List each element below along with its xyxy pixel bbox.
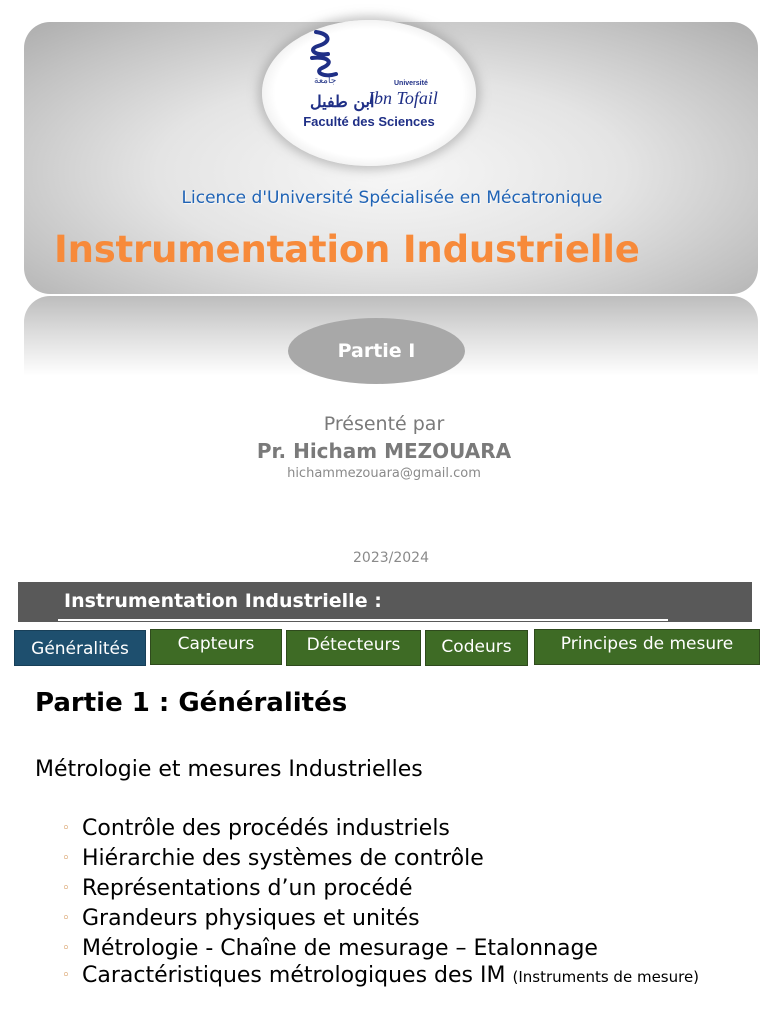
logo-universite-text: Université — [394, 80, 428, 87]
tab-generalites[interactable] — [14, 630, 146, 666]
list-item-text: Représentations d’un procédé — [82, 876, 413, 901]
list-item-text: Hiérarchie des systèmes de contrôle — [82, 846, 484, 871]
partie-badge-label: Partie I — [337, 340, 416, 362]
list-item — [62, 904, 752, 934]
course-title: Instrumentation Industrielle — [54, 228, 640, 271]
partie-badge — [288, 318, 465, 384]
bullet-marker-icon: ◦ — [62, 851, 70, 866]
list-item-note: (Instruments de mesure) — [512, 968, 700, 986]
presenter-name: Pr. Hicham MEZOUARA — [256, 439, 512, 463]
university-logo — [262, 20, 476, 166]
logo-ibn-tofail-text: Ibn Tofail — [368, 88, 438, 108]
logo-arabic-name: ابن طفيل — [310, 92, 375, 111]
topic-list — [62, 814, 752, 989]
tab-codeurs[interactable] — [425, 630, 528, 666]
list-item — [62, 814, 752, 844]
logo-faculte-text: Faculté des Sciences — [303, 114, 435, 129]
list-item — [62, 874, 752, 904]
tab-label: Principes de mesure — [560, 634, 734, 654]
bullet-marker-icon: ◦ — [62, 911, 70, 926]
bullet-marker-icon: ◦ — [62, 881, 70, 896]
slide-header-title: Instrumentation Industrielle : — [64, 590, 382, 612]
bullet-marker-icon: ◦ — [62, 968, 70, 983]
list-item-text: Caractéristiques métrologiques des IM — [82, 963, 506, 988]
section-subtitle: Métrologie et mesures Industrielles — [35, 757, 423, 782]
list-item — [62, 844, 752, 874]
list-item-text: Contrôle des procédés industriels — [82, 816, 450, 841]
tab-principes-de-mesure[interactable] — [534, 629, 760, 665]
tab-capteurs[interactable] — [150, 629, 282, 665]
tab-label: Codeurs — [441, 637, 512, 657]
bullet-marker-icon: ◦ — [62, 941, 70, 956]
list-item — [62, 964, 752, 989]
academic-year: 2023/2024 — [353, 550, 429, 566]
presented-by-label: Présenté par — [323, 413, 445, 435]
tab-label: Détecteurs — [306, 635, 401, 655]
content-slide — [0, 580, 768, 1024]
slide-header-bar — [18, 582, 752, 622]
logo-arabic-small-text: جامعة — [314, 76, 337, 86]
header-underline — [58, 619, 668, 621]
tab-label: Généralités — [31, 639, 129, 659]
licence-subtitle: Licence d'Université Spécialisée en Mécatronique — [181, 188, 603, 208]
list-item-text: Métrologie - Chaîne de mesurage – Etalonnage — [82, 936, 598, 961]
tab-label: Capteurs — [177, 634, 255, 654]
tab-detecteurs[interactable] — [286, 630, 421, 666]
presenter-email: hichammezouara@gmail.com — [287, 466, 481, 481]
section-heading: Partie 1 : Généralités — [35, 688, 348, 718]
list-item — [62, 934, 752, 964]
list-item-text: Grandeurs physiques et unités — [82, 906, 420, 931]
bullet-marker-icon: ◦ — [62, 821, 70, 836]
